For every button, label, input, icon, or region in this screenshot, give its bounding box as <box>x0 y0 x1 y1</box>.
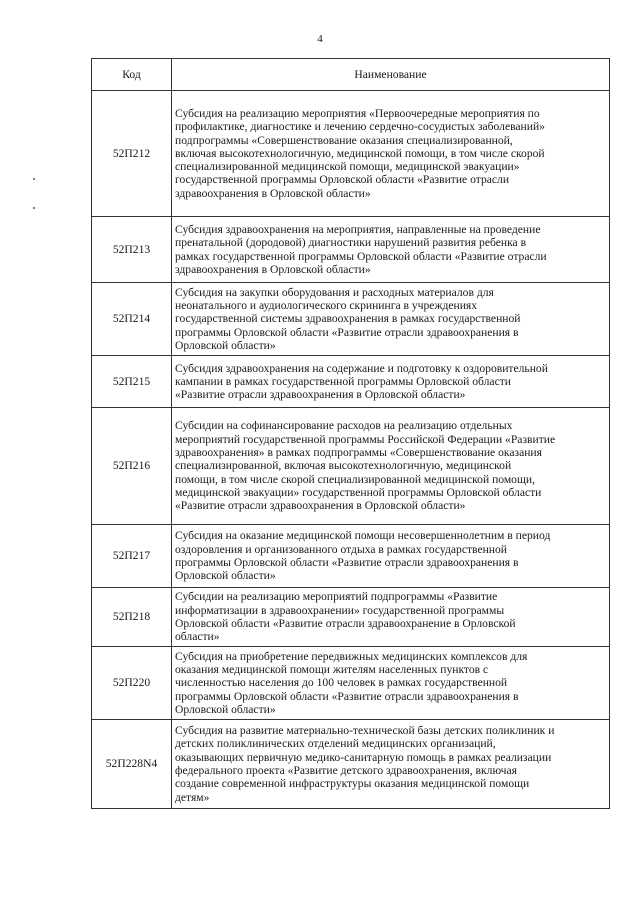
row-code: 52П215 <box>92 356 172 408</box>
row-code: 52П228N4 <box>92 720 172 809</box>
table-header-row <box>92 59 610 91</box>
row-code: 52П218 <box>92 588 172 647</box>
row-name: Субсидия здравоохранения на мероприятия, направленные на проведение пренатальной (дородовой) диагностики нарушений развития ребенка в рамках государственной программы Орловской области «Развитие отрасли здравоохранения в Орловской области» <box>172 217 610 283</box>
row-name: Субсидии на реализацию мероприятий подпрограммы «Развитие информатизации в здравоохранении» государственной программы Орловской области «Развитие отрасли здравоохранение в Орловской области» <box>172 588 610 647</box>
row-name: Субсидия на закупки оборудования и расходных материалов для неонатального и аудиологического скрининга в учреждениях государственной системы здравоохранения в рамках государственной программы Орловской области «Развитие отрасли здравоохранения в Орловской области» <box>172 283 610 356</box>
budget-code-table <box>91 58 610 809</box>
page-number: 4 <box>317 33 323 45</box>
table-row <box>92 283 610 356</box>
row-code: 52П214 <box>92 283 172 356</box>
table-row <box>92 356 610 408</box>
row-name: Субсидия на реализацию мероприятия «Первоочередные мероприятия по профилактике, диагностике и лечению сердечно-сосудистых заболеваний» подпрограммы «Совершенствование оказания специализированной, включая высокотехнологичную, медицинской помощи, в том числе скорой специализированной медицинской помощи, медицинской эвакуации» государственной программы Орловской области «Развитие отрасли здравоохранения в Орловской области» <box>172 91 610 217</box>
row-code: 52П220 <box>92 647 172 720</box>
scan-mark <box>33 207 35 209</box>
table-row <box>92 720 610 809</box>
row-code: 52П217 <box>92 525 172 588</box>
header-code: Код <box>92 59 172 91</box>
row-name: Субсидия на оказание медицинской помощи несовершеннолетним в период оздоровления и организованного отдыха в рамках государственной программы Орловской области «Развитие отрасли здравоохранения в Орловской области» <box>172 525 610 588</box>
header-name: Наименование <box>172 59 610 91</box>
row-code: 52П213 <box>92 217 172 283</box>
table-row <box>92 91 610 217</box>
table-row <box>92 217 610 283</box>
row-code: 52П216 <box>92 408 172 525</box>
row-name: Субсидии на софинансирование расходов на реализацию отдельных мероприятий государственной программы Российской Федерации «Развитие здравоохранения» в рамках подпрограммы «Совершенствование оказания специализированной, включая высокотехнологичную, медицинской помощи, в том числе скорой специализированной медицинской помощи, медицинской эвакуации» государственной программы Орловской области «Развитие отрасли здравоохранения в Орловской области» <box>172 408 610 525</box>
row-name: Субсидия здравоохранения на содержание и подготовку к оздоровительной кампании в рамках государственной программы Орловской области «Развитие отрасли здравоохранения в Орловской области» <box>172 356 610 408</box>
scan-mark <box>33 178 35 180</box>
table-row <box>92 647 610 720</box>
row-code: 52П212 <box>92 91 172 217</box>
row-name: Субсидия на развитие материально-технической базы детских поликлиник и детских поликлинических отделений медицинских организаций, оказывающих первичную медико-санитарную помощь в рамках реализации федерального проекта «Развитие детского здравоохранения, включая создание современной инфраструктуры оказания медицинской помощи детям» <box>172 720 610 809</box>
row-name: Субсидия на приобретение передвижных медицинских комплексов для оказания медицинской помощи жителям населенных пунктов с численностью населения до 100 человек в рамках государственной программы Орловской области «Развитие отрасли здравоохранения в Орловской области» <box>172 647 610 720</box>
table-row <box>92 588 610 647</box>
table-row <box>92 525 610 588</box>
table-row <box>92 408 610 525</box>
